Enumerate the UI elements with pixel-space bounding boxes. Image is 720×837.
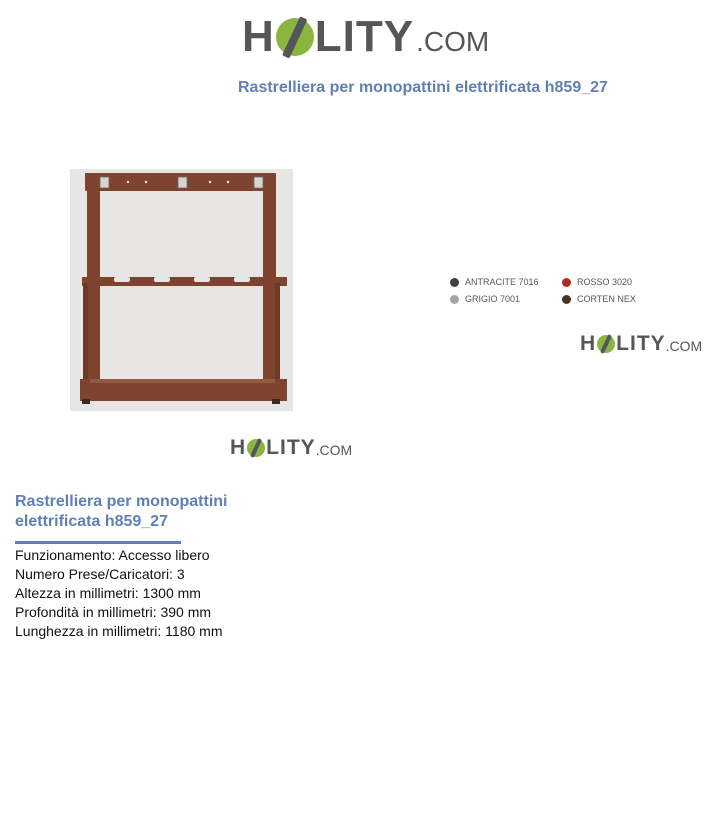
spec-item: Funzionamento: Accesso libero	[15, 547, 210, 563]
spec-item: Lunghezza in millimetri: 1180 mm	[15, 623, 223, 639]
logo-o-icon	[247, 439, 265, 457]
scooter-rack-illustration	[70, 169, 293, 411]
spec-item: Profondità in millimetri: 390 mm	[15, 604, 212, 620]
product-image	[70, 169, 293, 411]
holity-logo-small	[230, 436, 352, 460]
color-dot-icon	[562, 278, 571, 287]
spec-item: Altezza in millimetri: 1300 mm	[15, 585, 201, 601]
color-option	[450, 294, 520, 304]
color-option	[562, 294, 636, 304]
section-divider	[15, 541, 181, 544]
section-title: Rastrelliera per monopattini elettrificata h859_27	[15, 493, 228, 530]
spec-list	[15, 546, 223, 641]
color-dot-icon	[450, 295, 459, 304]
color-label: GRIGIO 7001	[465, 294, 521, 304]
color-options	[450, 277, 670, 311]
color-option	[562, 277, 632, 287]
logo-o-icon	[597, 335, 615, 353]
logo-o-icon	[276, 18, 314, 56]
logo-word: LITY	[314, 12, 415, 61]
logo-word: LITY	[616, 332, 666, 355]
color-dot-icon	[450, 278, 459, 287]
logo-suffix: .COM	[416, 26, 490, 57]
color-option	[450, 277, 539, 287]
color-label: CORTEN NEX	[577, 294, 636, 304]
logo-letter-h: H	[230, 436, 247, 459]
holity-logo[interactable]	[242, 12, 489, 62]
holity-logo-small	[580, 332, 702, 356]
spec-item: Numero Prese/Caricatori: 3	[15, 566, 185, 582]
color-dot-icon	[562, 295, 571, 304]
page-title: Rastrelliera per monopattini elettrificata h859_27	[238, 79, 608, 96]
color-label: ANTRACITE 7016	[465, 277, 539, 287]
color-label: ROSSO 3020	[577, 277, 633, 287]
logo-suffix: .COM	[665, 338, 703, 354]
logo-word: LITY	[266, 436, 316, 459]
logo-suffix: .COM	[315, 442, 353, 458]
logo-letter-h: H	[242, 12, 275, 61]
logo-letter-h: H	[580, 332, 597, 355]
